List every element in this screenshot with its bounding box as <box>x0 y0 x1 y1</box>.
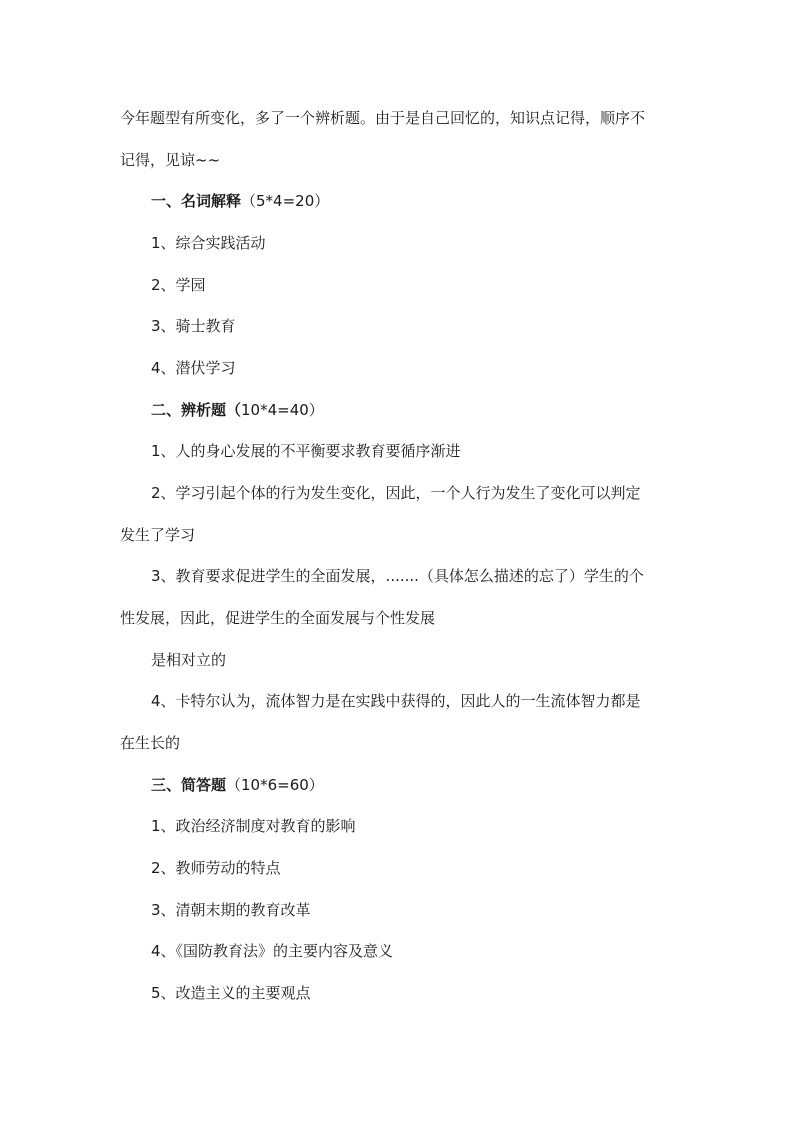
section-1-title: 一、名词解释 <box>151 192 242 210</box>
section-2-score: 10*4=40） <box>241 401 324 419</box>
intro-line-1: 今年题型有所变化，多了一个辨析题。由于是自己回忆的，知识点记得，顺序不 <box>120 109 646 127</box>
section-1-heading <box>151 191 329 211</box>
section-1-item-1: 1、综合实践活动 <box>151 234 266 252</box>
section-1-item-4: 4、潜伏学习 <box>151 359 236 377</box>
section-1-item-3: 3、骑士教育 <box>151 317 236 335</box>
section-3-item-3: 3、清朝末期的教育改革 <box>151 901 311 919</box>
section-3-item-4: 4、《国防教育法》的主要内容及意义 <box>151 942 394 960</box>
section-3-title: 三、简答题 <box>151 776 227 794</box>
section-2-item-4-line-2: 在生长的 <box>120 734 181 752</box>
section-2-item-3-line-1: 3、教育要求促进学生的全面发展，.......（具体怎么描述的忘了）学生的个 <box>151 567 644 585</box>
section-2-item-2-line-2: 发生了学习 <box>120 526 196 544</box>
section-3-heading <box>151 775 324 795</box>
intro-line-2: 记得，见谅~~ <box>120 151 221 169</box>
section-2-item-3-line-2: 性发展，因此，促进学生的全面发展与个性发展 <box>120 609 436 627</box>
section-3-score: （10*6=60） <box>226 776 324 794</box>
section-3-item-1: 1、政治经济制度对教育的影响 <box>151 817 356 835</box>
section-3-item-5: 5、改造主义的主要观点 <box>151 984 311 1002</box>
section-2-heading <box>151 400 324 420</box>
section-1-score: （5*4=20） <box>241 192 330 210</box>
section-2-item-3-line-3: 是相对立的 <box>151 651 227 669</box>
section-2-item-1: 1、人的身心发展的不平衡要求教育要循序渐进 <box>151 442 461 460</box>
section-3-item-2: 2、教师劳动的特点 <box>151 859 281 877</box>
section-2-item-4-line-1: 4、卡特尔认为，流体智力是在实践中获得的，因此人的一生流体智力都是 <box>151 692 641 710</box>
section-1-item-2: 2、学园 <box>151 276 206 294</box>
section-2-title: 二、辨析题（ <box>151 401 242 419</box>
section-2-item-2-line-1: 2、学习引起个体的行为发生变化，因此，一个人行为发生了变化可以判定 <box>151 484 641 502</box>
